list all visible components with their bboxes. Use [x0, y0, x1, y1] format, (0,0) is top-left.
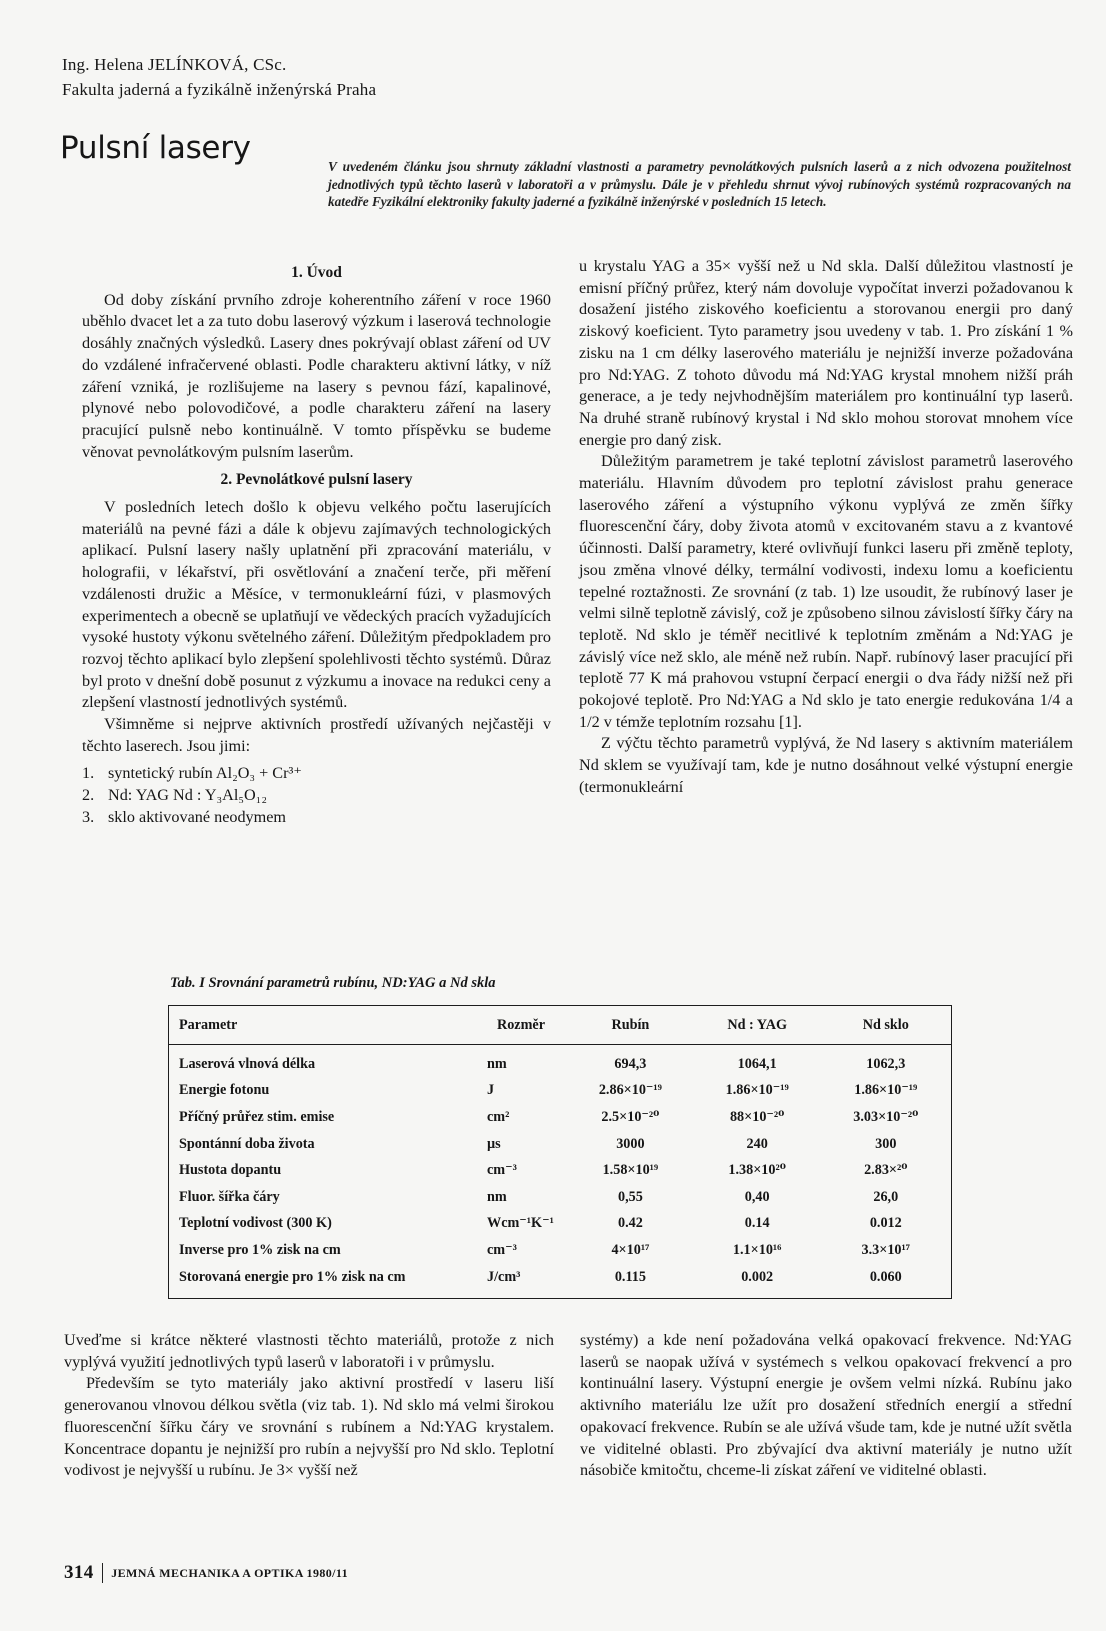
table-cell: Spontánní doba života — [179, 1135, 315, 1152]
table-cell: Laserová vlnová délka — [179, 1055, 316, 1072]
table-row — [169, 1264, 952, 1299]
table-cell: 1.38×10²⁰ — [728, 1162, 786, 1179]
table-cell: 88×10⁻²⁰ — [729, 1108, 785, 1125]
table-cell: cm² — [487, 1108, 510, 1125]
column-header: Parametr — [169, 1006, 476, 1045]
table-cell: J — [487, 1082, 495, 1099]
paragraph: Především se tyto materiály jako aktivní prostředí v laseru liší generovanou vlnovou délkou světla (viz tab. 1). Nd sklo má velmi širokou fluorescenční šířku čáry ve srovnání s rubínem a Nd:YAG krystalem. Koncentrace dopantu je nejnižší pro rubín a nejvyšší pro Nd sklo. Teplotní vodivost je nejvyšší u rubínu. Je 3× vyšší než — [64, 1374, 554, 1480]
column-header: Nd sklo — [821, 1006, 952, 1045]
paragraph: Z výčtu těchto parametrů vyplývá, že Nd lasery s aktivním materiálem Nd sklem se využívají tam, kde je nutno dosáhnout velké výstupní energie (termonukleární — [579, 734, 1073, 796]
table-cell: 1064,1 — [737, 1055, 777, 1072]
abstract: V uvedeném článku jsou shrnuty základní vlastnosti a parametry pevnolátkových pulsních laserů a z nich odvozena použitelnost jednotlivých typů těchto laserů v laboratoři a v průmyslu. Dále je v přehledu shrnut vývoj rubínových systémů rozpracovaných na katedře Fyzikální elektroniky fakulty jaderné a fyzikálně inženýrské v posledních 15 letech. — [328, 159, 1071, 209]
table-cell: 0.012 — [869, 1215, 902, 1232]
table-cell: 2.83×²⁰ — [864, 1162, 908, 1179]
paragraph: Důležitým parametrem je také teplotní závislost parametrů laserového materiálu. Hlavním důvodem pro teplotní závislost prahu generace laserového záření a výstupního výkonu vyplývá ze změn šířky fluorescenční čáry, doby života atomů v excitovaném stavu a z kvantové účinnosti. Další parametry, které ovlivňují funkci laseru při změně teploty, jsou změna vlnové délky, termální vodivosti, indexu lomu a koeficientu tepelné roztažnosti. Ze srovnání (z tab. 1) lze usoudit, že rubínový laser je velmi silně teplotně závislý, což je způsobeno silnou závislostí šířky čáry na teplotě. Nd sklo je téměř necitlivé k teplotním změnám a Nd:YAG je závislý více než sklo, ale méně než rubín. Např. rubínový laser pracující při teplotě 77 K má prahovou vstupní čerpací energii o dva řády nižší než při pokojové teplotě. Pro Nd:YAG a Nd sklo je tato energie redukována 1/4 a 1/2 v témže teplotním rozsahu [1]. — [579, 452, 1073, 731]
table-cell: Hustota dopantu — [179, 1162, 282, 1179]
table-cell: 0,40 — [744, 1188, 770, 1205]
table-cell: 1.86×10⁻¹⁹ — [854, 1082, 918, 1099]
author-name: Ing. Helena JELÍNKOVÁ, CSc. — [62, 55, 287, 74]
left-column — [82, 258, 551, 829]
footer-divider — [102, 1563, 104, 1583]
table-cell: Příčný průřez stim. emise — [179, 1108, 335, 1125]
table-cell: 2.86×10⁻¹⁹ — [598, 1082, 662, 1099]
table-row — [169, 1184, 952, 1211]
bottom-left-column — [64, 1330, 554, 1482]
table-row — [169, 1211, 952, 1238]
table-cell: J/cm³ — [487, 1268, 521, 1285]
table-cell: Storovaná energie pro 1% zisk na cm — [179, 1268, 406, 1285]
page-footer — [64, 1562, 348, 1584]
table-header-row — [169, 1006, 952, 1045]
table-row — [169, 1131, 952, 1158]
column-header: Rubín — [567, 1006, 694, 1045]
paragraph: Všimněme si nejprve aktivních prostředí užívaných nejčastěji v těchto laserech. Jsou jimi: — [82, 715, 551, 755]
table-cell: Wcm⁻¹K⁻¹ — [487, 1215, 554, 1232]
journal-name: JEMNÁ MECHANIKA A OPTIKA 1980/11 — [111, 1565, 349, 1580]
table-cell: 3000 — [616, 1135, 645, 1152]
table-cell: Energie fotonu — [179, 1082, 270, 1099]
table-cell: nm — [487, 1188, 507, 1205]
table-cell: 0.42 — [617, 1215, 643, 1232]
table-cell: Teplotní vodivost (300 K) — [179, 1215, 332, 1232]
table-caption: Tab. I Srovnání parametrů rubínu, ND:YAG a Nd skla — [170, 975, 496, 991]
table-cell: 4×10¹⁷ — [611, 1241, 650, 1258]
table-cell: 2.5×10⁻²⁰ — [601, 1108, 660, 1125]
table-cell: µs — [487, 1135, 501, 1152]
section-heading-intro: 1. Úvod — [291, 264, 342, 281]
table-row — [169, 1237, 952, 1264]
table-cell: 26,0 — [873, 1188, 899, 1205]
list-item: 1. syntetický rubín Al₂O₃ + Cr³⁺ — [82, 764, 302, 783]
table-cell: cm⁻³ — [487, 1241, 517, 1258]
author-affiliation: Fakulta jaderná a fyzikálně inženýrská Praha — [62, 80, 377, 99]
table-cell: 0.060 — [869, 1268, 902, 1285]
paragraph: u krystalu YAG a 35× vyšší než u Nd skla. Další důležitou vlastností je emisní příčný průřez, který nám dovoluje vypočítat inverzi požadovanou k dosažení jistého ziskového koeficientu a storovanou energii pro daný ziskový koeficient. Tyto parametry jsou uvedeny v tab. 1. Pro získání 1 % zisku na 1 cm délky laserového materiálu je nejnižší inverze požadována pro Nd:YAG. Z tohoto důvodu má Nd:YAG krystal mnohem nižší práh generace, a je tedy nejvhodnějším materiálem pro kontinuální typ laserů. Na druhé straně rubínový krystal i Nd sklo mohou storovat mnohem více energie pro daný zisk. — [579, 257, 1073, 449]
table-cell: 0.002 — [741, 1268, 774, 1285]
table-cell: 0.115 — [614, 1268, 646, 1285]
table-cell: 1.86×10⁻¹⁹ — [725, 1082, 789, 1099]
table-cell: 694,3 — [614, 1055, 647, 1072]
table-cell: cm⁻³ — [487, 1162, 517, 1179]
table-cell: 1.58×10¹⁹ — [602, 1162, 659, 1179]
paragraph: V posledních letech došlo k objevu velkého počtu laserujících materiálů na pevné fázi a dále k objevu zajímavých technologických aplikací. Pulsní lasery našly uplatnění při zpracování materiálu, v holografii, v lékařství, při osvětlování a značení terče, při měření vzdálenosti družic a Měsíce, v termonukleární fúzi, v plasmových experimentech a obecně se uplatňují ve vědeckých pracích vyžadujících vysoké hustoty výkonu světelného záření. Důležitým předpokladem pro rozvoj těchto aplikací bylo zlepšení spolehlivosti těchto systémů. Důraz byl proto v dnešní době posunut z výzkumu a inovace na redukci ceny a zlepšení vlastností jednotlivých systémů. — [82, 498, 551, 712]
paragraph: Od doby získání prvního zdroje koherentního záření v roce 1960 uběhlo dvacet let a za tuto dobu laserový výzkum i laserová technologie dosáhly značných výsledků. Lasery dnes pokrývají oblast záření od UV do vzdálené infračervené oblasti. Podle charakteru aktivní látky, v níž záření vzniká, je rozlišujeme na lasery s pevnou fází, kapalinové, plynové nebo polovodičové, a podle charakteru záření na lasery pracující pulsně nebo kontinuálně. V tomto příspěvku se budeme věnovat pevnolátkovým pulsním laserům. — [82, 290, 551, 461]
table-cell: 1.1×10¹⁶ — [732, 1241, 782, 1258]
table-cell: 3.3×10¹⁷ — [861, 1241, 911, 1258]
section-heading-solid-state: 2. Pevnolátkové pulsní lasery — [220, 471, 413, 489]
list-item: 2. Nd: YAG Nd : Y₃Al₅O₁₂ — [82, 786, 267, 805]
paragraph: Uveďme si krátce některé vlastnosti těchto materiálů, protože z nich vyplývá využití jednotlivých typů laserů v laboratoři i v průmyslu. — [64, 1331, 554, 1371]
table-cell: Inverse pro 1% zisk na cm — [179, 1241, 341, 1258]
table-cell: Fluor. šířka čáry — [179, 1188, 280, 1205]
bottom-right-column — [580, 1330, 1072, 1482]
table-cell: 3.03×10⁻²⁰ — [853, 1108, 919, 1125]
column-header: Nd : YAG — [694, 1006, 821, 1045]
table-cell: 240 — [746, 1135, 768, 1152]
table-row — [169, 1078, 952, 1105]
table-cell: nm — [487, 1055, 507, 1072]
list-item: 3. sklo aktivované neodymem — [82, 807, 287, 826]
paragraph: systémy) a kde není požadována velká opakovací frekvence. Nd:YAG laserů se naopak užívá v systémech s velkou opakovací frekvencí a pro kontinuální lasery. Výstupní energie je ovšem velmi nízká. Rubínu jako aktivního materiálu lze užít pro dosažení středních energií a střední opakovací frekvence. Rubín se ale užívá všude tam, kde je nutné užít světla ve viditelné oblasti. Pro zbývající dva aktivní materiály je nutno užít násobiče kmitočtu, chceme-li získat záření ve viditelné oblasti. — [580, 1331, 1072, 1480]
right-column — [579, 256, 1073, 799]
table-cell: 1062,3 — [866, 1055, 906, 1072]
materials-list — [82, 763, 551, 828]
column-header: Rozměr — [475, 1006, 567, 1045]
table-cell: 300 — [875, 1135, 897, 1152]
author-block — [62, 52, 376, 102]
table-row — [169, 1045, 952, 1078]
table-cell: 0.14 — [744, 1215, 770, 1232]
table-row — [169, 1104, 952, 1131]
page-number: 314 — [64, 1562, 94, 1583]
table-cell: 0,55 — [617, 1188, 643, 1205]
table-row — [169, 1157, 952, 1184]
parameters-table — [168, 1005, 952, 1299]
article-title: Pulsní lasery — [60, 130, 251, 166]
